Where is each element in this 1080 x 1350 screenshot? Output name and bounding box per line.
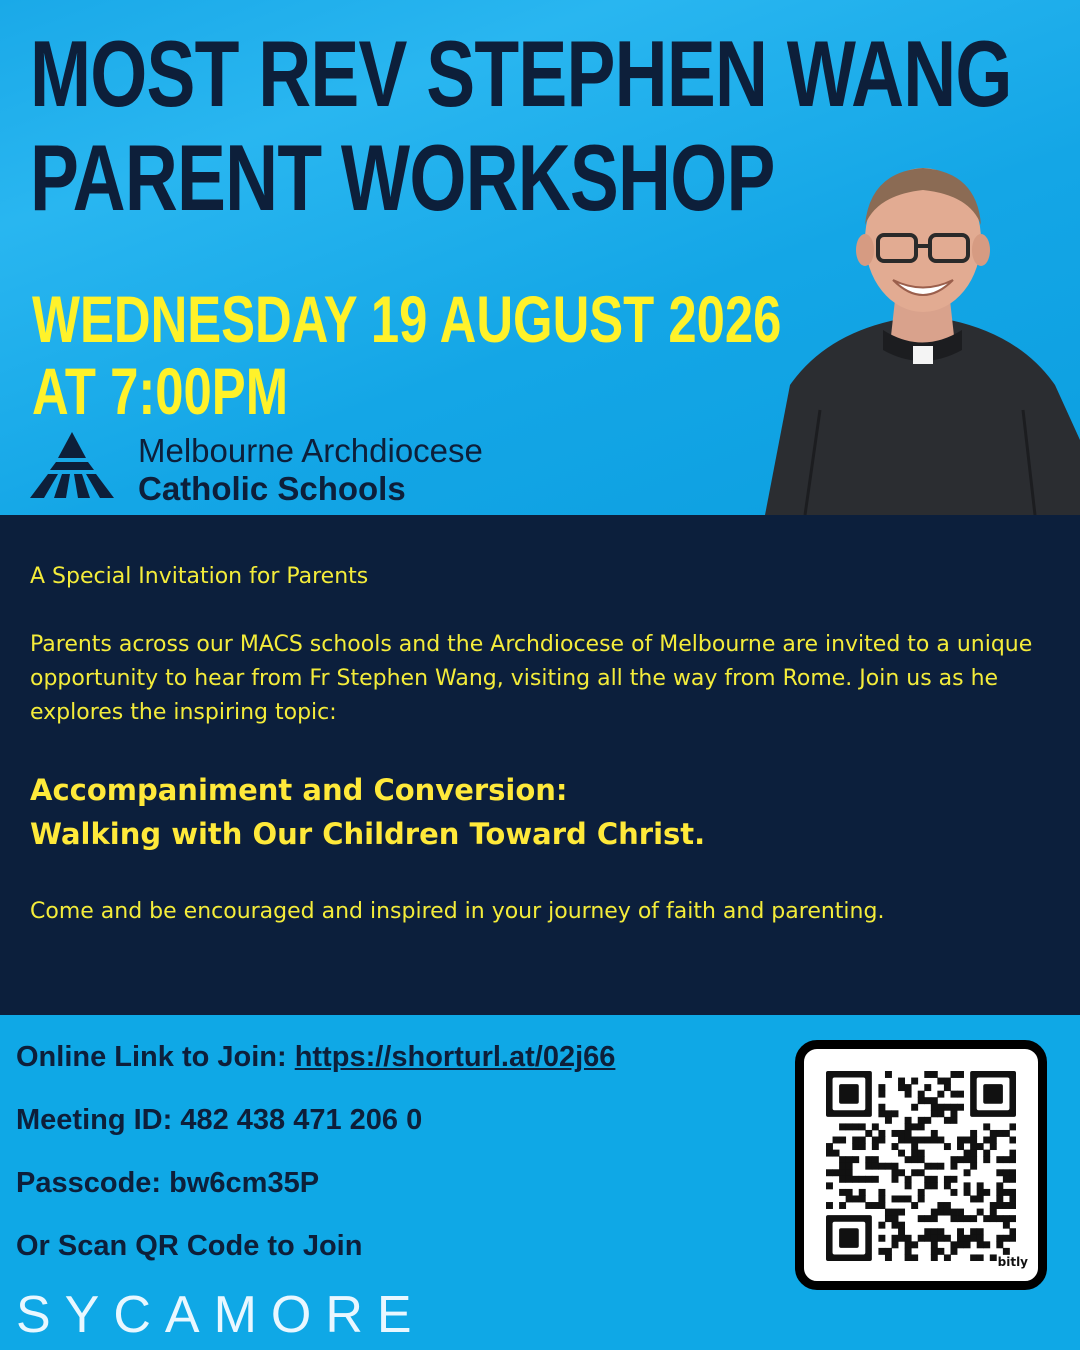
scan-instruction: Or Scan QR Code to Join: [16, 1230, 363, 1262]
title-line-2: PARENT WORKSHOP: [30, 125, 775, 230]
macs-logo-icon: [28, 430, 116, 502]
org-name-line-1: Melbourne Archdiocese: [138, 432, 483, 469]
qr-code[interactable]: [795, 1040, 1047, 1290]
topic-line-1: Accompaniment and Conversion:: [30, 773, 568, 807]
qr-brand: bitly: [997, 1255, 1028, 1269]
date-line-1: WEDNESDAY 19 AUGUST 2026: [32, 282, 782, 356]
meeting-id: Meeting ID: 482 438 471 206 0: [16, 1104, 423, 1136]
speaker-portrait: [765, 150, 1080, 515]
page-title: [30, 21, 1012, 230]
online-link[interactable]: https://shorturl.at/02j66: [294, 1041, 616, 1073]
date-line-2: AT 7:00PM: [32, 354, 289, 428]
topic-line-2: Walking with Our Children Toward Christ.: [30, 817, 706, 851]
online-link-row: [16, 1041, 615, 1074]
invitation-body: Parents across our MACS schools and the Archdiocese of Melbourne are invited to a unique opportunity to hear from Fr Stephen Wang, visiting all the way from Rome. Join us as he explores the inspiring topic:: [30, 632, 1033, 725]
sycamore-logo: SYCAMORE: [16, 1286, 426, 1344]
title-line-1: MOST REV STEPHEN WANG: [30, 21, 1012, 126]
passcode: Passcode: bw6cm35P: [16, 1167, 320, 1199]
org-name-line-2: Catholic Schools: [138, 470, 406, 507]
qr-code-icon: [826, 1071, 1016, 1261]
join-section: [0, 1015, 1080, 1350]
workshop-topic: [30, 768, 705, 856]
online-link-label: Online Link to Join:: [16, 1041, 295, 1073]
event-date: [32, 283, 781, 427]
invitation-section: [0, 515, 1080, 1015]
invitation-closing: Come and be encouraged and inspired in your journey of faith and parenting.: [30, 899, 885, 924]
macs-logo: [28, 430, 528, 505]
header-banner: [0, 0, 1080, 515]
invitation-heading: A Special Invitation for Parents: [30, 564, 369, 589]
